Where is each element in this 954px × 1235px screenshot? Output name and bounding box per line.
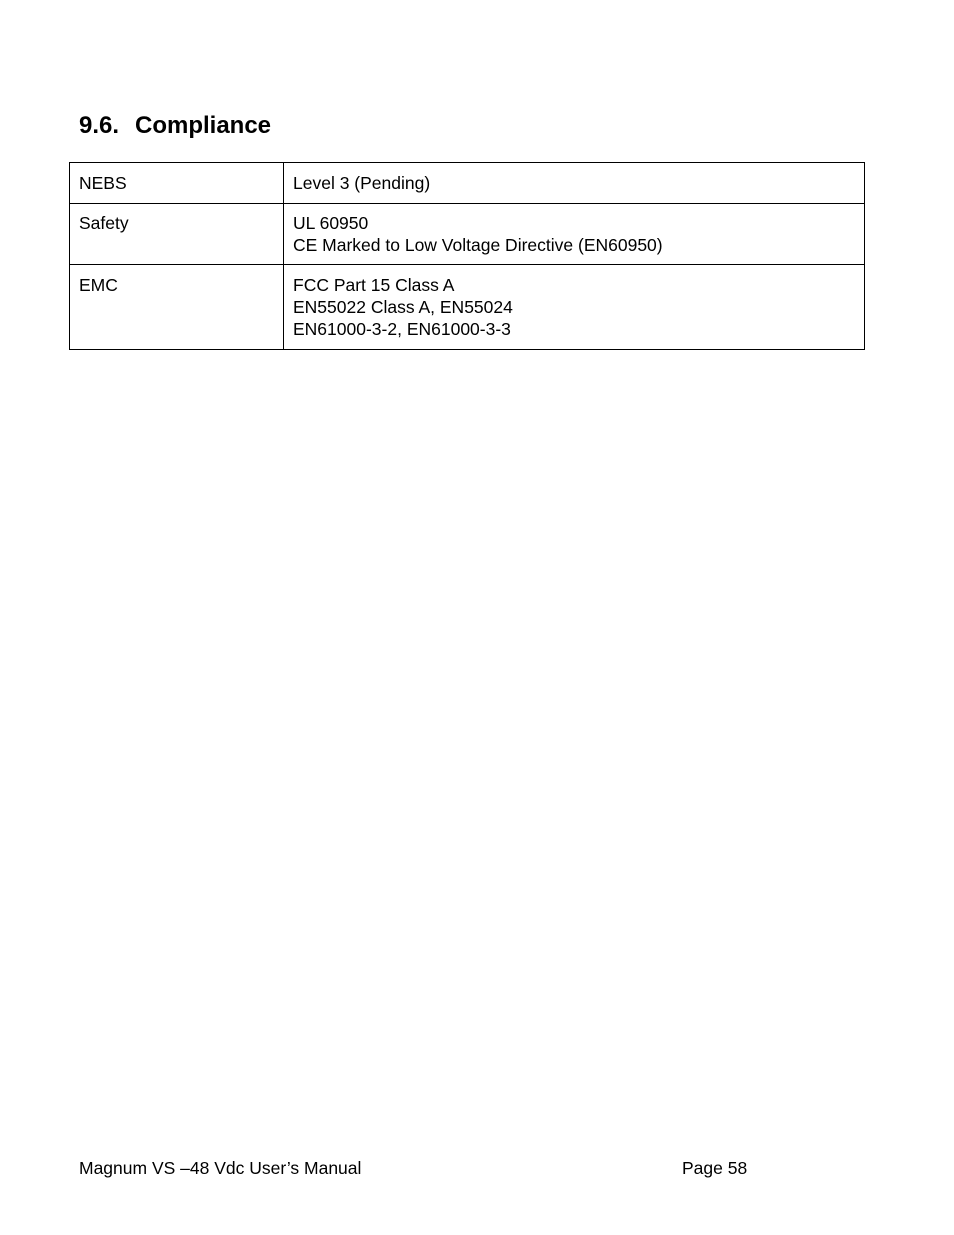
row-value [284,204,865,265]
row-value [284,163,865,204]
compliance-table [69,162,865,350]
footer-page-number: Page 58 [682,1158,748,1178]
value-line: Level 3 (Pending) [293,173,431,193]
footer-manual-title: Magnum VS –48 Vdc User’s Manual [79,1158,362,1178]
value-line: UL 60950 [293,213,369,233]
row-label: EMC [70,265,284,350]
value-line: EN61000-3-2, EN61000-3-3 [293,319,511,339]
row-label: Safety [70,204,284,265]
row-value [284,265,865,350]
section-title: Compliance [135,112,272,139]
table-row [70,265,865,350]
section-number: 9.6. [79,112,120,139]
table-row [70,204,865,265]
value-line: CE Marked to Low Voltage Directive (EN60950) [293,235,663,255]
section-heading [79,112,271,140]
row-label: NEBS [70,163,284,204]
value-line: EN55022 Class A, EN55024 [293,297,513,317]
table-row [70,163,865,204]
value-line: FCC Part 15 Class A [293,275,455,295]
